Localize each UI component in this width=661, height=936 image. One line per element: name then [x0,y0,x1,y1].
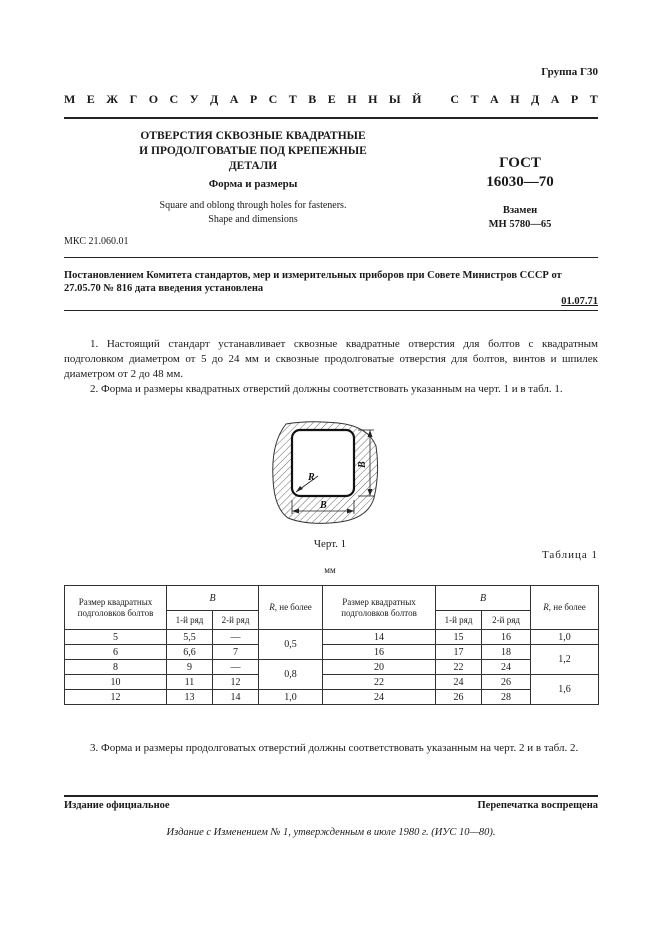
heading-letter: В [308,92,317,106]
paragraph-1: 1. Настоящий стандарт устанавливает сквозные квадратные отверстия для болтов с квадратным подголовком диаметром от 5 до 24 мм и сквозные продолговатые отверстия для болтов, винтов и шпилек диаметром от 2 до 48 мм. [64,338,598,380]
english-title [64,199,442,227]
radius-label: R [308,472,315,483]
table-cell: 24 [436,675,482,690]
english-title-line: Shape and dimensions [208,214,298,225]
heading-letter: Е [86,92,95,106]
r-suffix: , не более [548,602,586,612]
replaces-note [470,204,570,232]
header-rule [64,117,598,119]
table-cell: 22 [323,675,436,690]
table-cell: 17 [436,645,482,660]
heading-letter: Т [589,92,598,106]
gost-label: ГОСТ [499,155,541,171]
effective-date: 01.07.71 [561,296,598,307]
heading-letter: Т [470,92,479,106]
table-cell: 11 [167,675,213,690]
table-row [65,630,599,645]
document-title [64,129,442,174]
table-header-b: B [167,586,259,611]
heading-letter: Т [288,92,297,106]
table-header-row2: 2-й ряд [482,611,531,630]
heading-letter: Е [327,92,336,106]
mks-code: МКС 21.060.01 [64,236,129,247]
table-cell: 14 [323,630,436,645]
decree-rule [64,310,598,311]
heading-letter: Н [510,92,520,106]
table-cell: 22 [436,660,482,675]
table-cell: 0,8 [259,660,323,690]
gost-number [470,154,570,192]
table-cell: 13 [167,690,213,705]
heading-letter [433,92,439,107]
square-hole-outline [292,430,354,496]
table-cell: 10 [65,675,167,690]
replaces-code: МН 5780—65 [488,219,552,230]
table-cell: 28 [482,690,531,705]
table-cell: 6 [65,645,167,660]
title-line: ДЕТАЛИ [228,160,278,172]
r-suffix: , не более [274,602,312,612]
table-row [65,690,599,705]
table-cell: 24 [482,660,531,675]
table-header-size: Размер квадратных подголовков болтов [323,586,436,630]
footer-rule [64,795,598,797]
mks-rule [64,257,598,258]
width-label-bottom: B [320,500,327,511]
heading-letter: М [64,92,76,106]
table-cell: 6,6 [167,645,213,660]
table-header-row2: 2-й ряд [213,611,259,630]
heading-letter: Ж [106,92,119,106]
table-header-row1: 1-й ряд [167,611,213,630]
decree-text: Постановлением Комитета стандартов, мер и измерительных приборов при Совете Министров СССР от 27.05.70 № 816 дата введения установлена [64,270,562,294]
table-cell: 9 [167,660,213,675]
drawing-caption: Черт. 1 [313,538,347,550]
reprint-prohibited-note: Перепечатка воспрещена [477,800,598,811]
title-line: ОТВЕРСТИЯ СКВОЗНЫЕ КВАДРАТНЫЕ [140,130,366,142]
english-title-line: Square and oblong through holes for fasteners. [159,200,347,211]
title-line: И ПРОДОЛГОВАТЫЕ ПОД КРЕПЕЖНЫЕ [139,145,367,157]
heading-letter: У [189,92,199,106]
heading-letter: Р [570,92,579,106]
table-units: мм [324,565,336,575]
table-cell: 15 [436,630,482,645]
official-edition-note: Издание официальное [64,800,170,811]
table-cell: 1,2 [531,645,599,675]
table-row [65,675,599,690]
table-cell: 8 [65,660,167,675]
table-cell: 16 [482,630,531,645]
r-symbol: R [269,602,275,612]
table-cell: 1,6 [531,675,599,705]
arrowhead [368,430,373,437]
width-label-right: B [357,461,368,468]
replaces-label: Взамен [502,205,538,216]
table-cell: 14 [213,690,259,705]
heading-letter: Ы [388,92,401,106]
heading-letter: Н [347,92,357,106]
table-row [65,660,599,675]
table-header-r [259,586,323,630]
table-cell: 16 [323,645,436,660]
paragraph-2: 2. Форма и размеры квадратных отверстий должны соответствовать указанным на черт. 1 и в табл. 1. [90,383,563,395]
table-label: Таблица 1 [541,549,598,561]
table-row [65,645,599,660]
table-1 [64,585,599,705]
heading-letter: Й [412,92,422,106]
table-cell: — [213,660,259,675]
gost-code: 16030—70 [486,174,554,190]
heading-letter: Н [368,92,378,106]
heading-letter: С [169,92,179,106]
table-cell: 20 [323,660,436,675]
document-subtitle: Форма и размеры [208,178,298,190]
table-cell: 1,0 [531,630,599,645]
standard-type-heading [64,92,598,107]
heading-letter: Р [249,92,258,106]
table-cell: 26 [436,690,482,705]
table-header-row1: 1-й ряд [436,611,482,630]
heading-letter: Д [209,92,219,106]
table-cell: 18 [482,645,531,660]
edition-note: Издание с Изменением № 1, утвержденным в июле 1980 г. (ИУС 10—80). [166,827,496,838]
heading-letter: Д [531,92,540,106]
table-cell: 12 [65,690,167,705]
heading-letter: С [450,92,460,106]
table-cell: 1,0 [259,690,323,705]
table-cell: 26 [482,675,531,690]
table-cell: 5 [65,630,167,645]
table-cell: 24 [323,690,436,705]
table-cell: — [213,630,259,645]
heading-letter: О [148,92,159,106]
table-cell: 5,5 [167,630,213,645]
table-cell: 12 [213,675,259,690]
table-cell: 0,5 [259,630,323,660]
table-header-b: B [436,586,531,611]
heading-letter: А [550,92,560,106]
heading-letter: А [229,92,239,106]
table-header-r [531,586,599,630]
group-code: Группа Г30 [541,66,598,78]
drawing-square-hole [268,418,394,530]
table-cell: 7 [213,645,259,660]
paragraph-3: 3. Форма и размеры продолговатых отверстий должны соответствовать указанным на черт. 2 и в табл. 2. [90,742,579,754]
heading-letter: С [268,92,278,106]
heading-letter: А [490,92,499,106]
heading-letter: Г [129,92,138,106]
r-symbol: R [543,602,549,612]
table-header-size: Размер квадратных подголовков болтов [65,586,167,630]
